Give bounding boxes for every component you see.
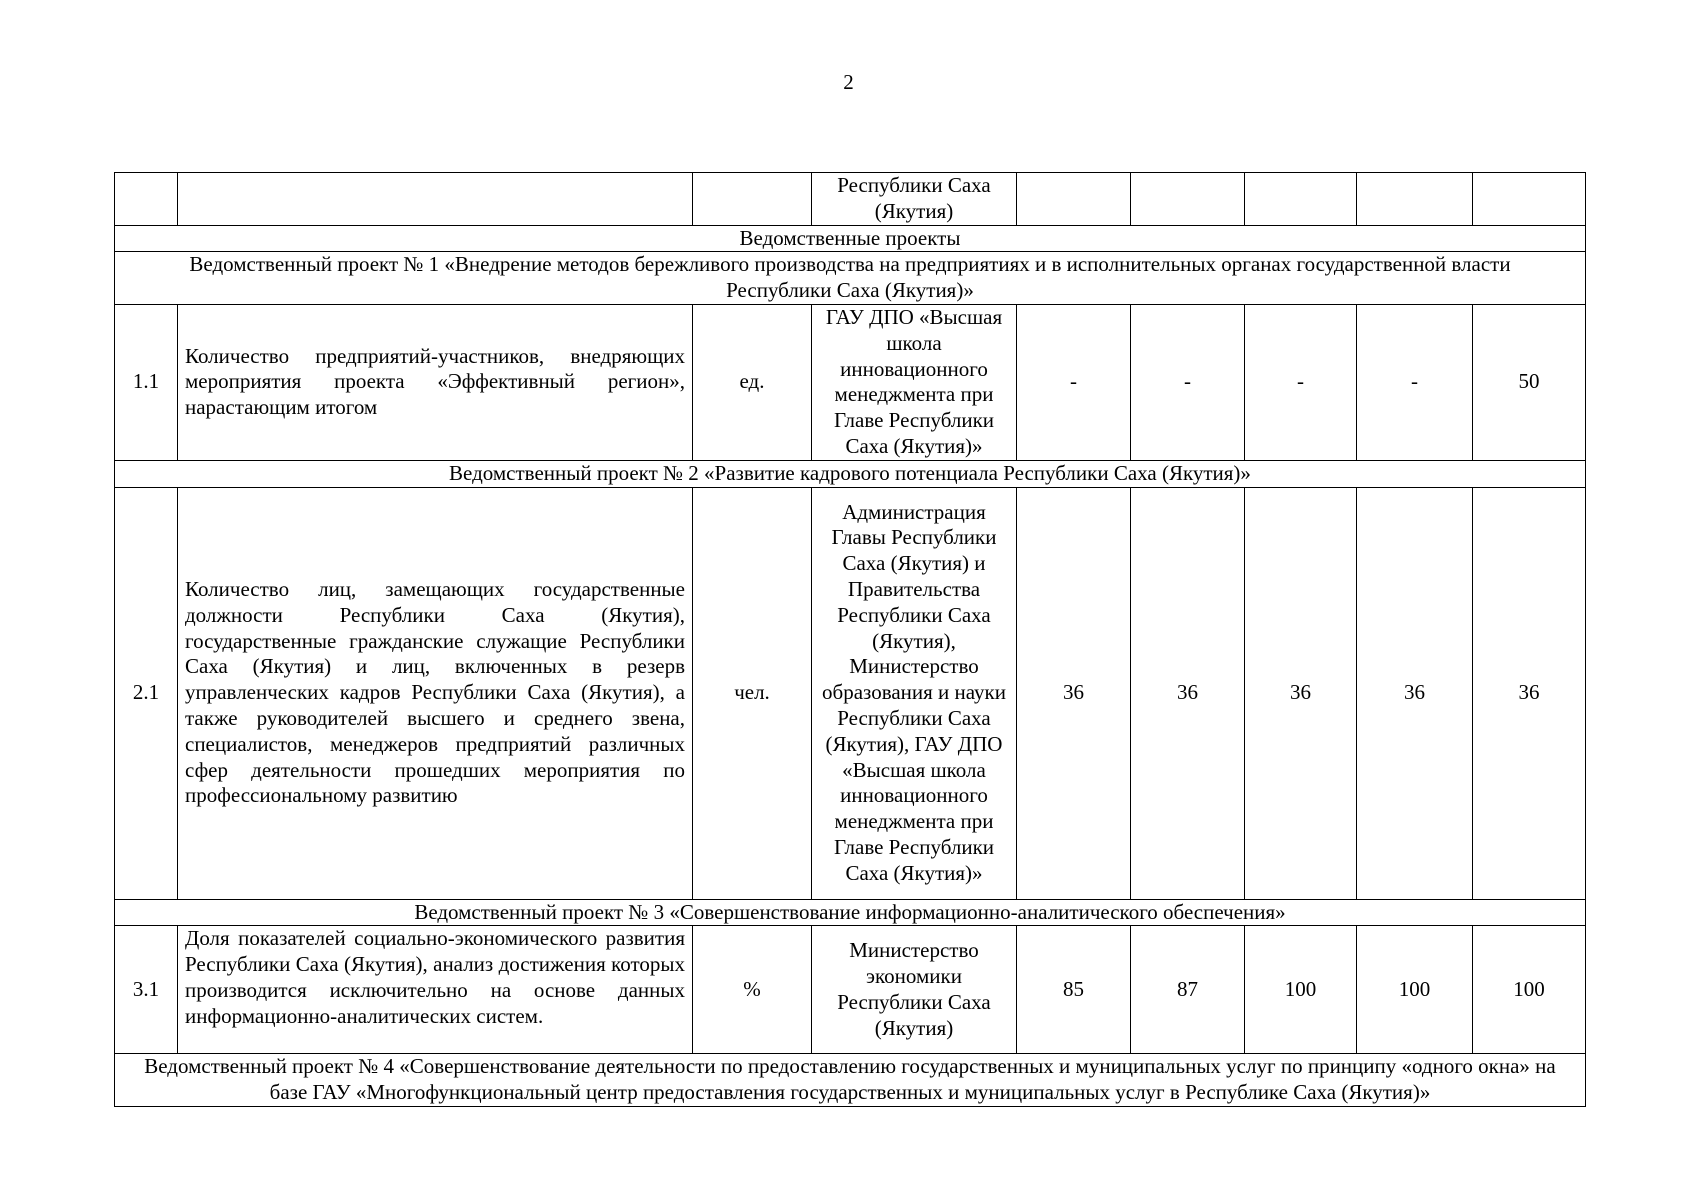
responsible-cell: Администрация Главы Республики Саха (Якутия) и Правительства Республики Саха (Якутия), Министерство образования и науки Республики Саха (Якутия), ГАУ ДПО «Высшая школа инновационного менеджмента при Главе Республики Саха (Якутия)»	[812, 487, 1017, 899]
value-cell: 36	[1473, 487, 1586, 899]
project-header-row	[115, 252, 1586, 305]
continuation-row	[115, 173, 1586, 226]
num-cell: 1.1	[115, 304, 178, 460]
responsible-cell: Министерство экономики Республики Саха (Якутия)	[812, 926, 1017, 1054]
value-cell: 100	[1245, 926, 1357, 1054]
unit-cell: чел.	[693, 487, 812, 899]
value-cell: 36	[1357, 487, 1473, 899]
table-row	[115, 487, 1586, 899]
num-cell: 3.1	[115, 926, 178, 1054]
indicator-cell	[178, 173, 693, 226]
value-cell: -	[1017, 304, 1131, 460]
num-cell: 2.1	[115, 487, 178, 899]
project-header-row	[115, 1054, 1586, 1107]
project-title: Ведомственный проект № 2 «Развитие кадрового потенциала Республики Саха (Якутия)»	[115, 460, 1586, 487]
indicators-table	[114, 172, 1586, 1107]
page-number: 2	[843, 70, 854, 94]
section-title: Ведомственные проекты	[115, 225, 1586, 252]
responsible-cell: ГАУ ДПО «Высшая школа инновационного менеджмента при Главе Республики Саха (Якутия)»	[812, 304, 1017, 460]
value-cell: -	[1357, 304, 1473, 460]
value-cell: -	[1131, 304, 1245, 460]
value-cell: 36	[1245, 487, 1357, 899]
project-header-row	[115, 460, 1586, 487]
section-header-row	[115, 225, 1586, 252]
unit-cell	[693, 173, 812, 226]
project-title: Ведомственный проект № 3 «Совершенствование информационно-аналитического обеспечения»	[115, 899, 1586, 926]
value-cell: 36	[1131, 487, 1245, 899]
value-cell: 100	[1473, 926, 1586, 1054]
num-cell	[115, 173, 178, 226]
value-cell: 36	[1017, 487, 1131, 899]
value-cell: 100	[1357, 926, 1473, 1054]
value-cell	[1017, 173, 1131, 226]
value-cell	[1473, 173, 1586, 226]
value-cell: -	[1245, 304, 1357, 460]
unit-cell: ед.	[693, 304, 812, 460]
table-row	[115, 304, 1586, 460]
value-cell: 87	[1131, 926, 1245, 1054]
value-cell	[1131, 173, 1245, 226]
project-title: Ведомственный проект № 4 «Совершенствование деятельности по предоставлению государственных и муниципальных услуг по принципу «одного окна» на базе ГАУ «Многофункциональный центр предоставления государственных и муниципальных услуг в Республике Саха (Якутия)»	[115, 1054, 1586, 1107]
unit-cell: %	[693, 926, 812, 1054]
value-cell	[1245, 173, 1357, 226]
responsible-cell: Республики Саха (Якутия)	[812, 173, 1017, 226]
indicator-cell: Количество лиц, замещающих государственные должности Республики Саха (Якутия), государственные гражданские служащие Республики Саха (Якутия) и лиц, включенных в резерв управленческих кадров Республики Саха (Якутия), а также руководителей высшего и среднего звена, специалистов, менеджеров предприятий различных сфер деятельности прошедших мероприятия по профессиональному развитию	[178, 487, 693, 899]
value-cell: 85	[1017, 926, 1131, 1054]
value-cell	[1357, 173, 1473, 226]
indicator-cell: Доля показателей социально-экономического развития Республики Саха (Якутия), анализ достижения которых производится исключительно на основе данных информационно-аналитических систем.	[178, 926, 693, 1054]
project-title: Ведомственный проект № 1 «Внедрение методов бережливого производства на предприятиях и в исполнительных органах государственной власти Республики Саха (Якутия)»	[115, 252, 1586, 305]
table-row	[115, 926, 1586, 1054]
indicator-cell: Количество предприятий-участников, внедряющих мероприятия проекта «Эффективный регион», нарастающим итогом	[178, 304, 693, 460]
project-header-row	[115, 899, 1586, 926]
value-cell: 50	[1473, 304, 1586, 460]
